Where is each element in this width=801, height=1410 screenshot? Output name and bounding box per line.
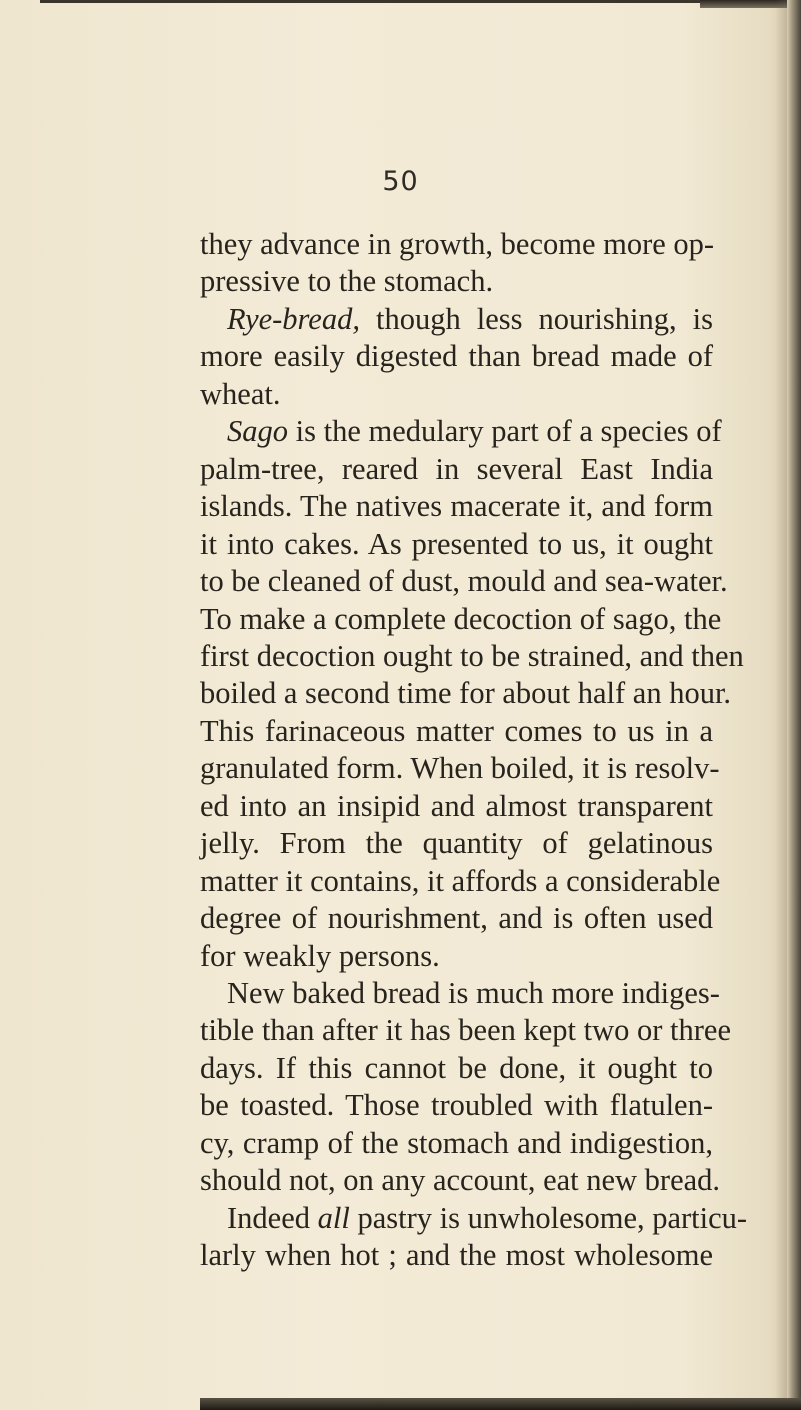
bottom-page-edge — [200, 1398, 801, 1410]
text-segment: islands. The natives macerate it, and form — [200, 489, 713, 524]
text-line — [200, 936, 713, 976]
text-segment: granulated form. When boiled, it is resolv- — [200, 751, 720, 786]
text-line — [200, 1048, 713, 1088]
text-segment: ed into an insipid and almost transparent — [200, 788, 713, 823]
text-line — [200, 636, 744, 676]
text-segment: though less nourishing, is — [359, 301, 713, 336]
text-segment: boiled a second time for about half an hour. — [200, 676, 732, 711]
page-number: 50 — [382, 166, 419, 197]
text-segment: first decoction ought to be strained, and then — [200, 638, 744, 673]
text-line — [200, 1160, 721, 1200]
italic-term: Sago — [227, 414, 288, 449]
text-line — [200, 336, 713, 376]
italic-term: Rye-bread, — [227, 301, 360, 336]
text-line — [200, 898, 713, 938]
text-segment: matter it contains, it affords a considerable — [200, 863, 721, 898]
text-line — [227, 299, 713, 339]
text-line — [200, 374, 713, 414]
text-segment: Indeed — [227, 1200, 318, 1235]
text-line — [200, 224, 713, 264]
text-segment: to be cleaned of dust, mould and sea-water. — [200, 564, 728, 599]
text-line — [227, 973, 720, 1013]
text-segment: it into cakes. As presented to us, it ought — [200, 526, 713, 561]
text-segment: be toasted. Those troubled with flatulen- — [200, 1088, 713, 1123]
text-line — [200, 786, 713, 826]
text-line — [227, 411, 722, 451]
text-segment: pressive to the stomach. — [200, 264, 494, 299]
text-segment: palm-tree, reared in several East India — [200, 451, 713, 486]
text-segment: wheat. — [200, 376, 281, 411]
text-line — [200, 1010, 732, 1050]
text-line — [200, 524, 713, 564]
text-segment: cy, cramp of the stomach and indigestion, — [200, 1125, 713, 1160]
text-segment: degree of nourishment, and is often used — [200, 901, 713, 936]
text-line — [200, 673, 732, 713]
text-segment: pastry is unwholesome, particu- — [349, 1200, 748, 1235]
text-line — [200, 449, 713, 489]
text-line — [200, 599, 722, 639]
text-segment: days. If this cannot be done, it ought to — [200, 1050, 713, 1085]
text-segment: New baked bread is much more indiges- — [227, 976, 720, 1010]
text-line — [200, 748, 720, 788]
text-line — [200, 1235, 713, 1275]
page-gutter-shadow — [775, 0, 787, 1410]
italic-term: all — [317, 1200, 350, 1235]
text-line — [227, 1198, 748, 1238]
text-segment: tible than after it has been kept two or three — [200, 1013, 732, 1048]
top-page-edge — [40, 0, 780, 3]
text-segment: more easily digested than bread made of — [200, 339, 713, 374]
text-line — [200, 1123, 713, 1163]
text-segment: for weakly persons. — [200, 938, 440, 973]
text-line — [200, 261, 713, 301]
text-segment: This farinaceous matter comes to us in a — [200, 713, 713, 748]
text-segment: larly when hot ; and the most wholesome — [200, 1238, 713, 1273]
text-segment: they advance in growth, become more op- — [200, 227, 715, 261]
text-line — [200, 711, 713, 751]
text-line — [200, 486, 713, 526]
text-segment: jelly. From the quantity of gelatinous — [200, 826, 713, 861]
text-line — [200, 561, 728, 601]
text-line — [200, 823, 713, 863]
text-segment: should not, on any account, eat new bread. — [200, 1163, 721, 1198]
text-line — [200, 1085, 713, 1125]
text-segment: is the medulary part of a species of — [288, 414, 722, 449]
text-line — [200, 861, 721, 901]
right-page-edge — [787, 0, 801, 1410]
text-segment: To make a complete decoction of sago, the — [200, 601, 722, 636]
